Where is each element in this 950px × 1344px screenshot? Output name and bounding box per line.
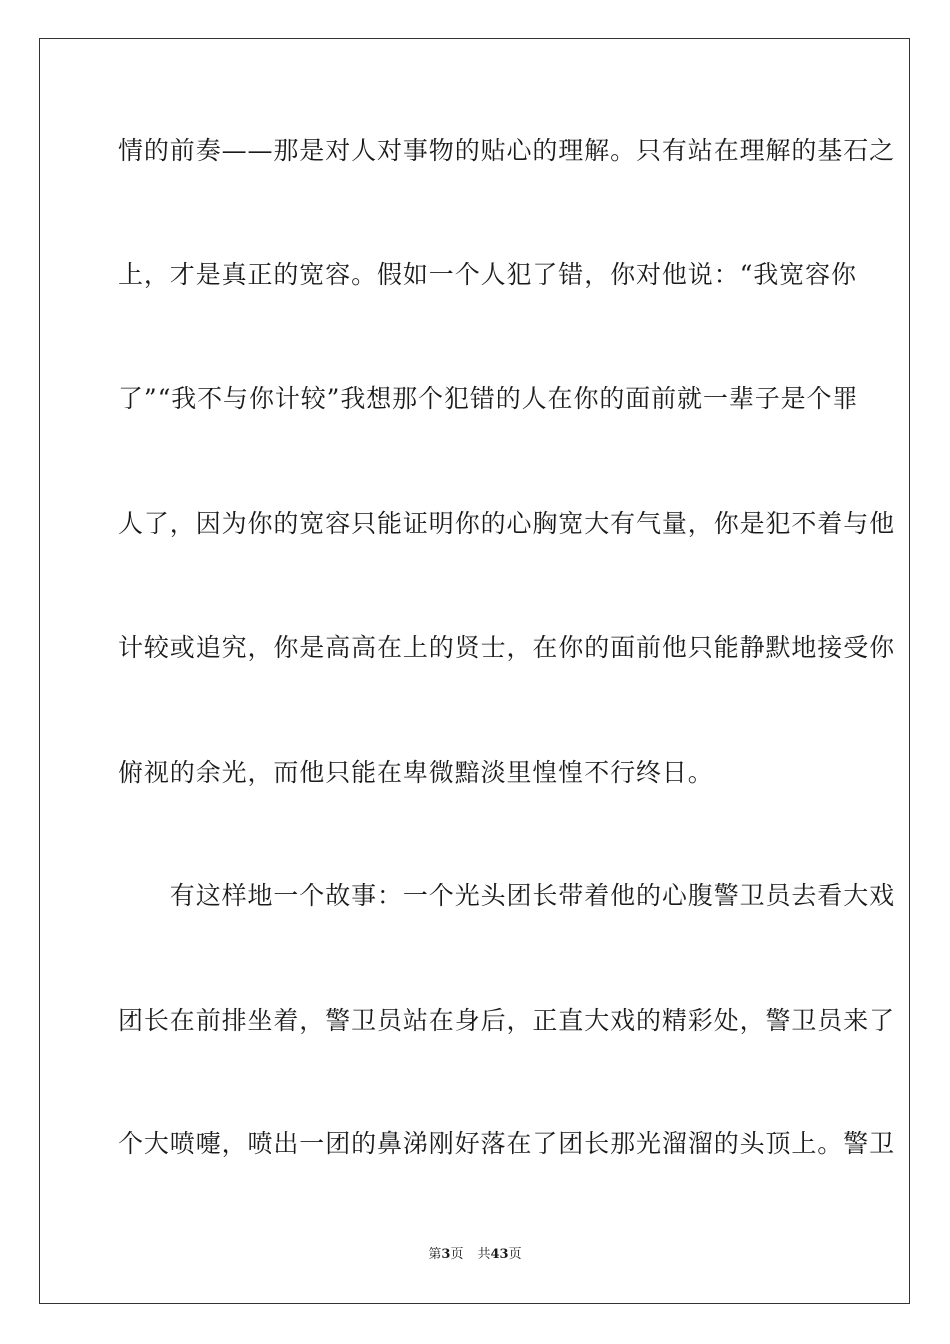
paragraph-line: 有这样地一个故事：一个光头团长带着他的心腹警卫员去看大戏 [118, 881, 896, 910]
paragraph-line: 个大喷嚏，喷出一团的鼻涕刚好落在了团长那光溜溜的头顶上。警卫 [118, 1129, 896, 1158]
page-border [39, 38, 910, 1304]
paragraph-line: 计较或追究，你是高高在上的贤士，在你的面前他只能静默地接受你 [118, 633, 896, 662]
paragraph-line: 人了，因为你的宽容只能证明你的心胸宽大有气量，你是犯不着与他 [118, 509, 896, 538]
page-footer [0, 1247, 950, 1263]
paragraph-line: 团长在前排坐着，警卫员站在身后，正直大戏的精彩处，警卫员来了 [118, 1006, 896, 1035]
paragraph-line: 情的前奏——那是对人对事物的贴心的理解。只有站在理解的基石之 [118, 136, 896, 165]
paragraph-line: 俯视的余光，而他只能在卑微黯淡里惶惶不行终日。 [118, 758, 714, 787]
total-pages-suffix: 页 [508, 1247, 522, 1262]
paragraph-line: 了”“我不与你计较”我想那个犯错的人在你的面前就一辈子是个罪 [118, 384, 859, 413]
page-number-suffix: 页 [450, 1247, 464, 1262]
total-pages: 43 [490, 1247, 509, 1262]
total-pages-prefix: 共 [477, 1247, 491, 1262]
page-number: 3 [441, 1247, 451, 1262]
paragraph-line: 上，才是真正的宽容。假如一个人犯了错，你对他说：“我宽容你 [118, 260, 857, 289]
page-number-prefix: 第 [428, 1247, 442, 1262]
